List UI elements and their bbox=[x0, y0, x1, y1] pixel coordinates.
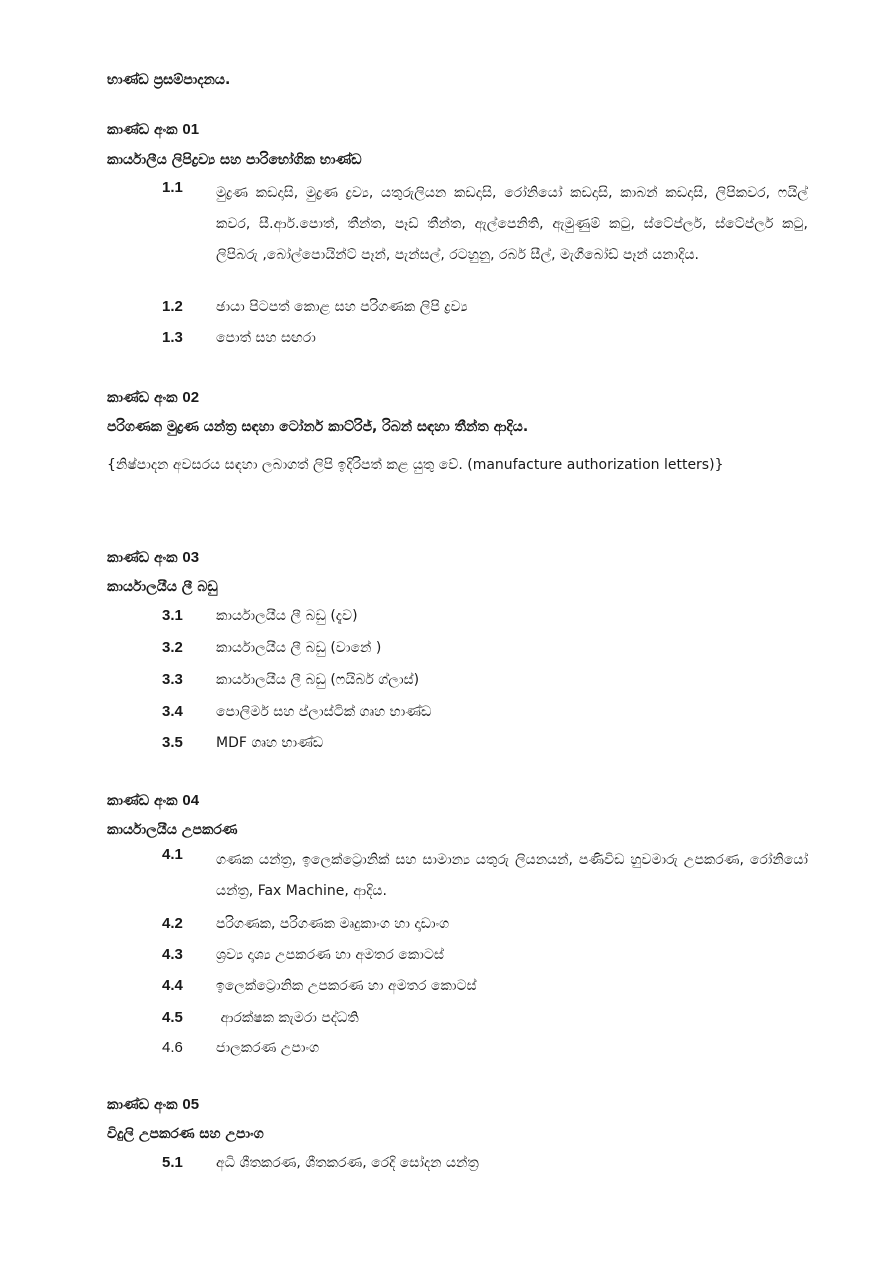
item-text: අධි ශීතකරණ, ශීතකරණ, රෙදි සෝදන යන්ත්‍ර bbox=[216, 1155, 479, 1171]
item-text: ඉලෙක්ට්‍රොනික උපකරණ හා අමතර කොටස් bbox=[216, 978, 477, 994]
section-label-text: කාණ්ඩ අංක bbox=[107, 550, 178, 566]
section-number: 01 bbox=[182, 121, 200, 138]
item-text: ගණක යන්ත්‍ර, ඉලෙක්ට්‍රොනික් සහ සාමාන්‍ය යතුරු ලියනයන්, පණිවිඩ හුවමාරු උපකරණ, රෝනියෝ යන්ත්‍ර, Fax Machine, ආදිය. bbox=[216, 852, 808, 899]
item-text: කාර්යාලයීය ලී බඩු (දැව) bbox=[216, 608, 358, 624]
item-number: 4.2 bbox=[162, 915, 183, 932]
item-number: 1.3 bbox=[162, 329, 183, 346]
item-text: පොත් සහ සඟරා bbox=[216, 330, 316, 346]
item-number: 5.1 bbox=[162, 1154, 183, 1171]
section-heading-05: විදුලි උපකරණ සහ උපාංග bbox=[107, 1126, 264, 1142]
item-number: 4.5 bbox=[162, 1009, 183, 1026]
section-heading-03: කාර්යාලයීය ලී බඩු bbox=[107, 579, 218, 595]
item-text: කාර්යාලයීය ලී බඩු (ෆයිබර් ග්ලාස්) bbox=[216, 672, 420, 688]
item-number: 3.3 bbox=[162, 671, 183, 688]
section-label-text: කාණ්ඩ අංක bbox=[107, 122, 178, 138]
item-number: 1.1 bbox=[162, 179, 183, 196]
section-number: 03 bbox=[182, 549, 200, 566]
item-text: මුද්‍රණ කඩදාසි, මුද්‍රණ ද්‍රව්‍ය, යතුරුලියන කඩදාසි, රෝනියෝ කඩදාසි, කාබන් කඩදාසි, ලිපිකවර, ෆයිල් කවර, සී.ආර්.පොත්, තීන්ත, පෑඩ් තීන්ත, ඇල්පෙනිති, ඇමුණුම් කටු, ස්ටේප්ලර්, ස්ටේප්ලර් කටු, ලිපිබරු ,බෝල්පොයින්ට් පෑන්, පැන්සල්, රටහුනු, රබර් සීල්, මැගීබෝඩ් පෑන් යනාදිය. bbox=[216, 185, 808, 263]
item-text: පොලිමර් සහ ප්ලාස්ටික් ගෘහ භාණ්ඩ bbox=[216, 704, 432, 720]
item-text: MDF ගෘහ භාණ්ඩ bbox=[216, 735, 324, 751]
item-number: 1.2 bbox=[162, 298, 183, 315]
document-title: භාණ්ඩ ප්‍රසම්පාදනය. bbox=[107, 72, 231, 88]
section-label-text: කාණ්ඩ අංක bbox=[107, 793, 178, 809]
item-number: 4.6 bbox=[162, 1039, 183, 1056]
section-label-text: කාණ්ඩ අංක bbox=[107, 1097, 178, 1113]
item-number: 4.4 bbox=[162, 977, 183, 994]
item-number: 3.4 bbox=[162, 703, 183, 720]
section-heading-02: පරිගණක මුද්‍රණ යන්ත්‍ර සඳහා ටෝනර් කාට්රිජ්, රිබන් සඳහා තීන්ත ආදිය. bbox=[107, 419, 529, 435]
item-text: ජාලකරණ උපාංග bbox=[216, 1040, 320, 1056]
item-number: 3.2 bbox=[162, 639, 183, 656]
section-heading-04: කාර්යාලයීය උපකරණ bbox=[107, 822, 238, 838]
item-text: කාර්යාලයීය ලී බඩු (වානේ ) bbox=[216, 640, 382, 656]
item-text: ඡායා පිටපත් කොළ සහ පරිගණක ලිපි ද්‍රව්‍ය bbox=[216, 299, 468, 315]
section-label-05 bbox=[107, 1095, 199, 1115]
section-label-text: කාණ්ඩ අංක bbox=[107, 390, 178, 406]
item-number: 3.1 bbox=[162, 607, 183, 624]
item-text: ආරක්ෂක කැමරා පද්ධති bbox=[216, 1010, 359, 1026]
section-label-03 bbox=[107, 548, 199, 568]
item-number: 4.3 bbox=[162, 946, 183, 963]
section-number: 02 bbox=[182, 389, 200, 406]
section-number: 04 bbox=[182, 792, 200, 809]
item-number: 3.5 bbox=[162, 734, 183, 751]
item-number: 4.1 bbox=[162, 846, 183, 863]
item-text: පරිගණක, පරිගණක මෘදුකාංග හා දෘඩාංග bbox=[216, 916, 450, 932]
section-note-02: {නිෂ්පාදන අවසරය සඳහා ලබාගත් ලිපි ඉදිරිපත් කළ යුතු වේ. (manufacture authorization letters)} bbox=[107, 457, 724, 473]
section-label-04 bbox=[107, 791, 199, 811]
section-label-02 bbox=[107, 388, 199, 408]
section-label-01 bbox=[107, 120, 199, 140]
section-number: 05 bbox=[182, 1096, 200, 1113]
section-heading-01: කාර්යාලීය ලිපිද්‍රව්‍ය සහ පාරිභෝගික භාණ්ඩ bbox=[107, 152, 362, 168]
item-text: ශ්‍රව්‍ය දෘශ්‍ය උපකරණ හා අමතර කොටස් bbox=[216, 947, 444, 963]
